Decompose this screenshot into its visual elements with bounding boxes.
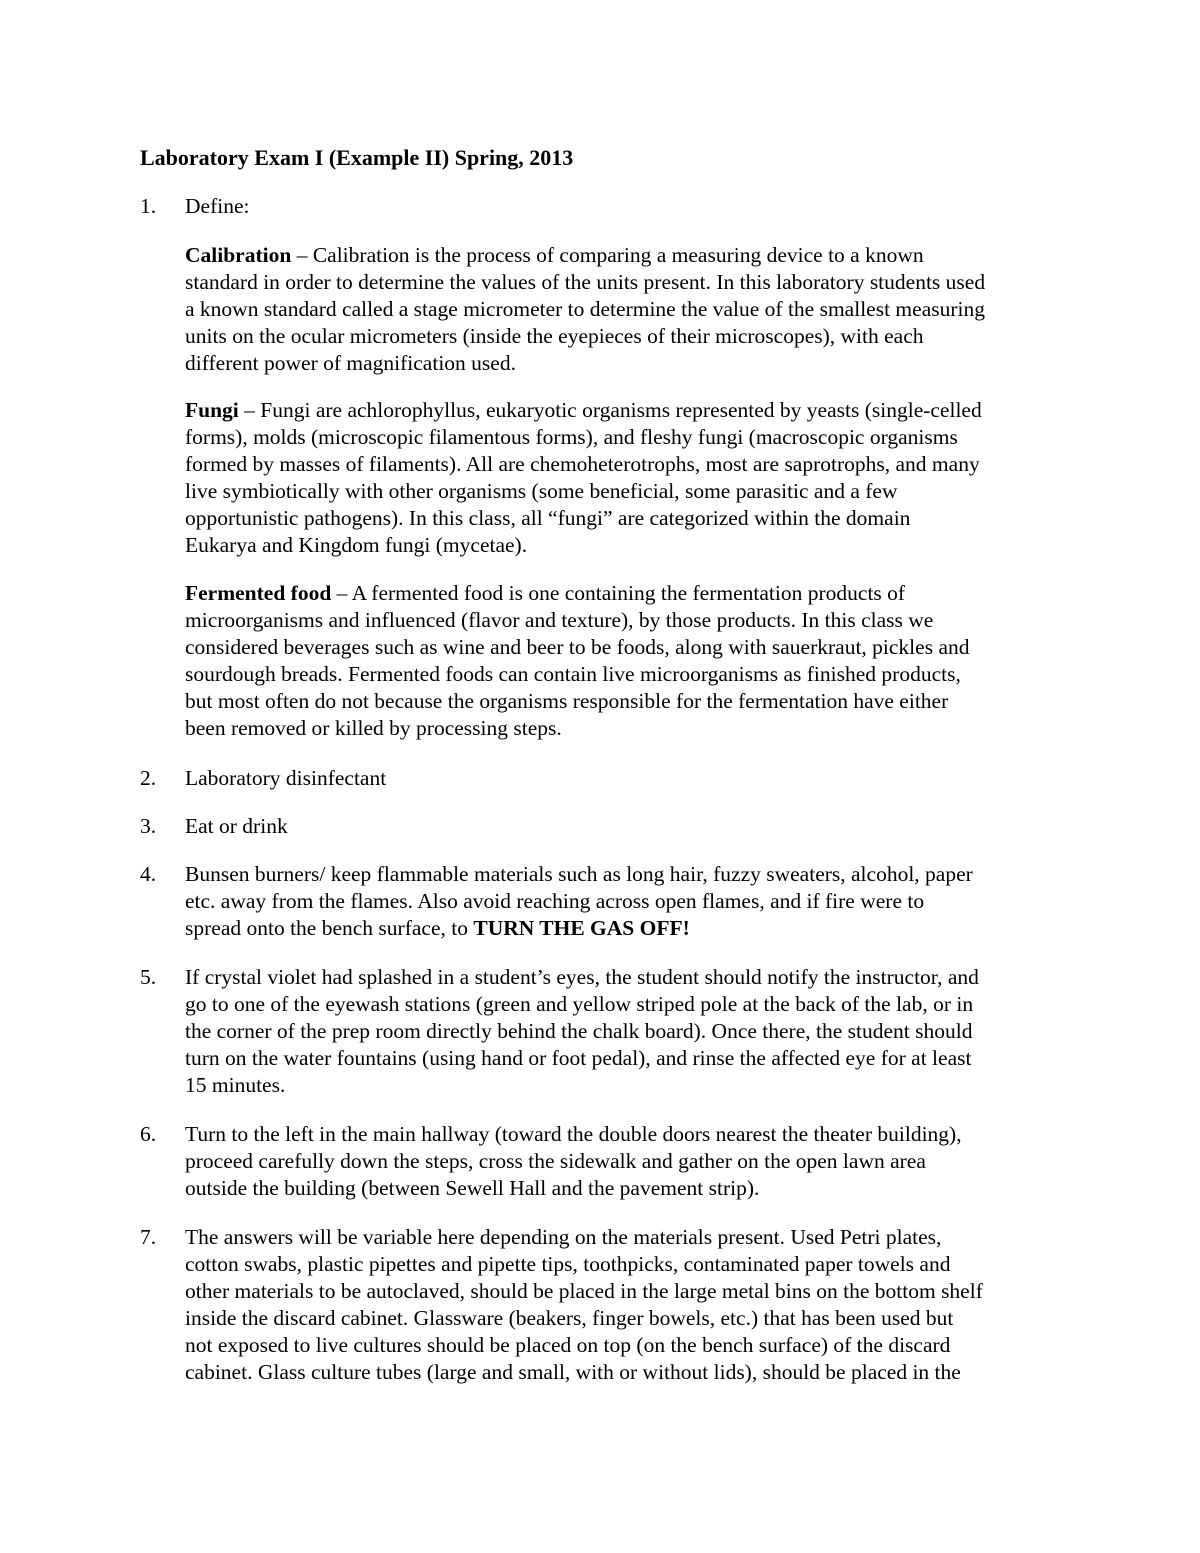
answer-line: turn on the water fountains (using hand or foot pedal), and rinse the affected eye for at least: [185, 1046, 972, 1070]
question-number: 4.: [140, 862, 157, 886]
definition-text: – Calibration is the process of comparing a measuring device to a known: [291, 243, 924, 267]
answer-line: outside the building (between Sewell Hall and the pavement strip).: [185, 1176, 760, 1200]
answer-line: 15 minutes.: [185, 1073, 286, 1097]
definition-line: considered beverages such as wine and beer to be foods, along with sauerkraut, pickles and: [185, 635, 970, 659]
definition-line: a known standard called a stage micrometer to determine the value of the smallest measuring: [185, 297, 985, 321]
definition-term: Calibration: [185, 243, 292, 267]
definition-line: opportunistic pathogens). In this class, all “fungi” are categorized within the domain: [185, 506, 911, 530]
answer-line: etc. away from the flames. Also avoid reaching across open flames, and if fire were to: [185, 889, 925, 913]
answer-line: Laboratory disinfectant: [185, 766, 387, 790]
question-text: [185, 964, 1070, 1099]
definition-line: units on the ocular micrometers (inside the eyepieces of their microscopes), with each: [185, 324, 924, 348]
definition-line: different power of magnification used.: [185, 351, 516, 375]
answer-line: other materials to be autoclaved, should be placed in the large metal bins on the bottom shelf: [185, 1279, 983, 1303]
question-text: [185, 1121, 1070, 1202]
definition-term: Fermented food: [185, 581, 332, 605]
definition-line: but most often do not because the organisms responsible for the fermentation have either: [185, 689, 949, 713]
definition-line: [185, 397, 1070, 424]
answer-line: the corner of the prep room directly behind the chalk board). Once there, the student should: [185, 1019, 973, 1043]
answer-line: not exposed to live cultures should be placed on top (on the bench surface) of the discard: [185, 1333, 951, 1357]
definition-line: Eukarya and Kingdom fungi (mycetae).: [185, 533, 528, 557]
answer-line: Bunsen burners/ keep flammable materials such as long hair, fuzzy sweaters, alcohol, paper: [185, 862, 973, 886]
definition-term: Fungi: [185, 398, 239, 422]
answer-line: inside the discard cabinet. Glassware (beakers, finger bowels, etc.) that has been used but: [185, 1306, 954, 1330]
definition-line: formed by masses of filaments). All are chemoheterotrophs, most are saprotrophs, and many: [185, 452, 980, 476]
answer-line: cabinet. Glass culture tubes (large and small, with or without lids), should be placed in the: [185, 1360, 961, 1384]
definition-fungi: [185, 397, 1070, 559]
definition-text: – Fungi are achlorophyllus, eukaryotic organisms represented by yeasts (single-celled: [238, 398, 982, 422]
answer-text: spread onto the bench surface, to: [185, 916, 474, 940]
emphasis-text: TURN THE GAS OFF!: [473, 916, 690, 940]
question-number: 6.: [140, 1122, 157, 1146]
answer-line: [185, 915, 1070, 942]
definition-line: microorganisms and influenced (flavor and texture), by those products. In this class we: [185, 608, 934, 632]
definition-text: – A fermented food is one containing the fermentation products of: [331, 581, 906, 605]
definition-line: [185, 242, 1070, 269]
definition-line: sourdough breads. Fermented foods can contain live microorganisms as finished products,: [185, 662, 961, 686]
answer-line: proceed carefully down the steps, cross the sidewalk and gather on the open lawn area: [185, 1149, 926, 1173]
question-text: Define:: [185, 194, 250, 218]
definition-line: standard in order to determine the values of the units present. In this laboratory students used: [185, 270, 986, 294]
question-text: [185, 1224, 1070, 1386]
question-text: [185, 813, 1070, 840]
question-number: 5.: [140, 965, 157, 989]
definition-calibration: [185, 242, 1070, 377]
question-number: 1.: [140, 194, 157, 218]
document-title: Laboratory Exam I (Example II) Spring, 2013: [140, 145, 574, 170]
answer-line: Eat or drink: [185, 814, 288, 838]
answer-line: If crystal violet had splashed in a student’s eyes, the student should notify the instructor, and: [185, 965, 979, 989]
definition-fermented-food: [185, 580, 1070, 742]
question-text: [185, 765, 1070, 792]
answer-line: cotton swabs, plastic pipettes and pipette tips, toothpicks, contaminated paper towels and: [185, 1252, 951, 1276]
definition-line: live symbiotically with other organisms (some beneficial, some parasitic and a few: [185, 479, 898, 503]
definition-line: [185, 580, 1070, 607]
definition-line: forms), molds (microscopic filamentous forms), and fleshy fungi (macroscopic organisms: [185, 425, 958, 449]
question-number: 3.: [140, 814, 157, 838]
question-text: [185, 861, 1070, 942]
answer-line: The answers will be variable here depending on the materials present. Used Petri plates,: [185, 1225, 942, 1249]
answer-line: go to one of the eyewash stations (green and yellow striped pole at the back of the lab, or in: [185, 992, 974, 1016]
definition-line: been removed or killed by processing steps.: [185, 716, 562, 740]
question-number: 2.: [140, 766, 157, 790]
answer-line: Turn to the left in the main hallway (toward the double doors nearest the theater building),: [185, 1122, 962, 1146]
question-number: 7.: [140, 1225, 157, 1249]
